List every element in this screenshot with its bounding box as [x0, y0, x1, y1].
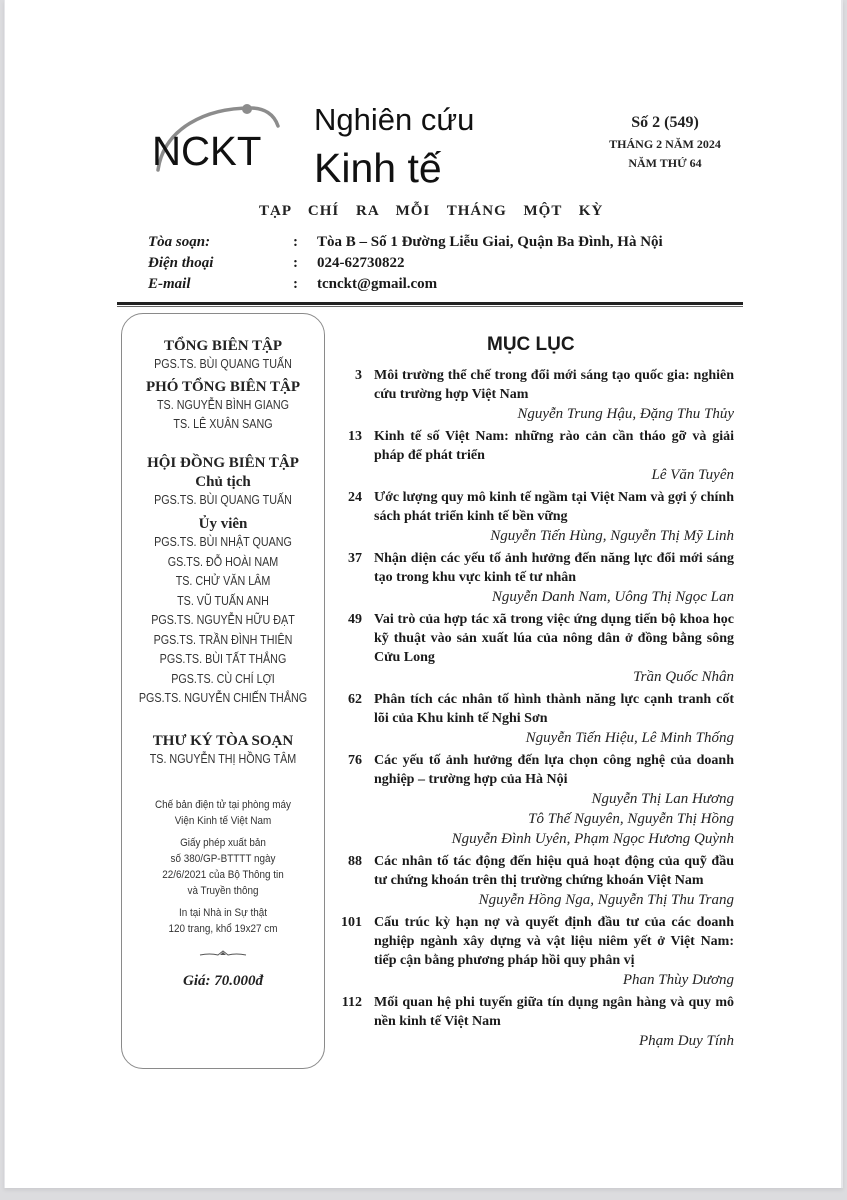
toc-page-number: 112	[341, 995, 362, 1010]
toc-entry[interactable]	[338, 610, 734, 687]
issue-info	[590, 114, 740, 171]
contact-separator: :	[293, 276, 298, 292]
toc-article-title[interactable]: Các yếu tố ảnh hưởng đến lựa chọn công nghệ của doanh nghiệp – trường hợp của Hà Nội	[374, 753, 734, 787]
toc-article-authors: Nguyễn Thị Lan Hương	[591, 791, 734, 807]
issue-year: NĂM THỨ 64	[628, 156, 702, 170]
toc-article-authors: Nguyễn Trung Hậu, Đặng Thu Thủy	[517, 406, 734, 422]
toc-article-title[interactable]: Môi trường thể chế trong đổi mới sáng tạo quốc gia: nghiên cứu trường hợp Việt Nam	[374, 368, 734, 402]
note-line: số 380/GP-BTTTT ngày	[170, 853, 276, 865]
issue-month: THÁNG 2 NĂM 2024	[609, 137, 721, 151]
table-of-contents	[338, 366, 734, 1054]
contact-separator: :	[293, 255, 298, 271]
contact-email: tcnckt@gmail.com	[317, 276, 438, 292]
toc-heading: MỤC LỤC	[487, 334, 575, 355]
deputy-editor-name: TS. LÊ XUÂN SANG	[173, 417, 273, 431]
toc-page-number: 88	[348, 854, 362, 869]
toc-article-title[interactable]: Mối quan hệ phi tuyến giữa tín dụng ngân hàng và quy mô nền kinh tế Việt Nam	[374, 995, 734, 1029]
secretary-heading: THƯ KÝ TÒA SOẠN	[152, 732, 294, 749]
secretary-name: TS. NGUYỄN THỊ HỒNG TÂM	[149, 751, 297, 766]
note-line: Giấy phép xuất bản	[180, 837, 266, 849]
toc-article-authors: Phan Thùy Dương	[622, 972, 734, 988]
toc-article-title[interactable]: Nhận diện các yếu tố ảnh hưởng đến năng lực đổi mới sáng tạo trong khu vực kinh tế tư nhân	[374, 551, 734, 585]
note-line: In tại Nhà in Sự thật	[178, 907, 268, 919]
editor-in-chief-name: PGS.TS. BÙI QUANG TUẤN	[154, 357, 292, 371]
toc-article-title[interactable]: Cấu trúc kỳ hạn nợ và quyết định đầu tư của các doanh nghiệp ngành xây dựng và vật liệu niêm yết ở Việt Nam: tiếp cận bằng phương pháp hồi quy phân vị	[374, 915, 734, 968]
board-member: PGS.TS. BÙI TẤT THẮNG	[159, 652, 287, 666]
toc-entry[interactable]	[338, 993, 734, 1051]
board-member: TS. CHỬ VĂN LÂM	[175, 574, 271, 588]
contact-phone: 024-62730822	[317, 255, 405, 271]
toc-page-number: 3	[355, 368, 362, 383]
board-member: PGS.TS. NGUYỄN CHIẾN THẮNG	[138, 691, 308, 705]
contact-row-phone	[148, 255, 663, 276]
board-member: PGS.TS. BÙI NHẬT QUANG	[154, 535, 292, 549]
masthead-title-line2: Kinh tế	[314, 145, 442, 191]
contact-separator: :	[293, 234, 298, 250]
toc-entry[interactable]	[338, 427, 734, 485]
chair-name: PGS.TS. BÙI QUANG TUẤN	[154, 492, 292, 507]
editorial-board-heading: HỘI ĐỒNG BIÊN TẬP	[147, 454, 299, 471]
board-member: PGS.TS. TRẦN ĐÌNH THIÊN	[153, 632, 293, 647]
deputy-editor-name: TS. NGUYỄN BÌNH GIANG	[156, 397, 290, 412]
note-line: Chế bản điện tử tại phòng máy	[155, 799, 291, 811]
toc-article-authors: Lê Văn Tuyên	[651, 467, 734, 483]
deputy-editor-heading: PHÓ TỔNG BIÊN TẬP	[145, 378, 301, 395]
toc-page-number: 76	[348, 753, 362, 768]
header-rule-thin	[117, 306, 743, 307]
toc-article-authors: Nguyễn Tiến Hiệu, Lê Minh Thống	[525, 730, 734, 746]
issue-number: Số 2 (549)	[631, 114, 699, 131]
board-member: PGS.TS. NGUYỄN HỮU ĐẠT	[151, 613, 295, 627]
toc-article-title[interactable]: Phân tích các nhân tố hình thành năng lực cạnh tranh cốt lõi của Khu kinh tế Nghi Sơn	[374, 692, 734, 726]
editorial-board-box	[121, 313, 325, 1069]
toc-page-number: 101	[341, 915, 362, 930]
toc-entry[interactable]	[338, 751, 734, 849]
license-note	[132, 835, 314, 899]
chair-heading: Chủ tịch	[195, 473, 251, 490]
contact-label: E-mail	[148, 276, 191, 292]
toc-entry[interactable]	[338, 690, 734, 748]
price: Giá: 70.000đ	[183, 973, 263, 989]
logo-text: NCKT	[152, 128, 262, 174]
ornament-divider-icon	[198, 949, 248, 959]
printing-note	[132, 905, 314, 937]
toc-article-title[interactable]: Vai trò của hợp tác xã trong việc ứng dụng tiến bộ khoa học kỹ thuật vào sản xuất lúa của nông dân ở đồng bằng sông Cửu Long	[374, 612, 734, 665]
contact-row-address	[148, 234, 663, 255]
toc-entry[interactable]	[338, 488, 734, 546]
note-line: và Truyền thông	[187, 885, 259, 897]
toc-entry[interactable]	[338, 366, 734, 424]
toc-article-authors: Nguyễn Tiến Hùng, Nguyễn Thị Mỹ Linh	[490, 528, 734, 544]
board-member: TS. VŨ TUẤN ANH	[177, 593, 269, 608]
typesetting-note	[132, 797, 314, 829]
contact-label: Tòa soạn:	[148, 234, 211, 250]
toc-entry[interactable]	[338, 549, 734, 607]
contact-row-email	[148, 276, 663, 297]
tagline: TẠP CHÍ RA MỖI THÁNG MỘT KỲ	[259, 203, 604, 219]
toc-entry[interactable]	[338, 852, 734, 910]
toc-article-title[interactable]: Các nhân tố tác động đến hiệu quả hoạt động của quỹ đầu tư chứng khoán trên thị trường chứng khoán Việt Nam	[374, 854, 734, 888]
toc-article-authors: Phạm Duy Tính	[639, 1033, 734, 1049]
board-member: GS.TS. ĐỖ HOÀI NAM	[167, 554, 279, 569]
journal-page	[4, 0, 843, 1188]
toc-article-title[interactable]: Kinh tế số Việt Nam: những rào cản cần tháo gỡ và giải pháp để phát triển	[374, 429, 734, 463]
toc-page-number: 49	[348, 612, 362, 627]
toc-article-authors: Nguyễn Danh Nam, Uông Thị Ngọc Lan	[491, 589, 734, 605]
toc-article-authors: Trần Quốc Nhân	[633, 669, 734, 685]
note-line: 120 trang, khổ 19x27 cm	[168, 923, 278, 935]
contact-block	[148, 234, 663, 297]
header-rule-thick	[117, 302, 743, 305]
board-member: PGS.TS. CÙ CHÍ LỢI	[171, 671, 275, 686]
toc-page-number: 62	[348, 692, 362, 707]
toc-article-authors: Nguyễn Đình Uyên, Phạm Ngọc Hương Quỳnh	[451, 831, 734, 847]
editor-in-chief-heading: TỔNG BIÊN TẬP	[163, 338, 283, 354]
toc-article-authors: Nguyễn Hồng Nga, Nguyễn Thị Thu Trang	[478, 892, 734, 908]
members-heading: Ủy viên	[198, 516, 248, 532]
toc-article-authors: Tô Thế Nguyên, Nguyễn Thị Hồng	[528, 811, 734, 827]
masthead-title-line1: Nghiên cứu	[314, 102, 475, 137]
ncnkt-logo	[146, 98, 286, 178]
contact-address: Tòa B – Số 1 Đường Liễu Giai, Quận Ba Đình, Hà Nội	[317, 234, 663, 250]
toc-page-number: 37	[348, 551, 362, 566]
toc-page-number: 24	[348, 490, 362, 505]
toc-page-number: 13	[348, 429, 362, 444]
toc-article-title[interactable]: Ước lượng quy mô kinh tế ngầm tại Việt Nam và gợi ý chính sách phát triển kinh tế bền vững	[374, 490, 734, 524]
note-line: 22/6/2021 của Bộ Thông tin	[162, 869, 284, 881]
note-line: Viện Kinh tế Việt Nam	[174, 815, 272, 827]
contact-label: Điện thoại	[148, 255, 214, 271]
toc-entry[interactable]	[338, 913, 734, 990]
